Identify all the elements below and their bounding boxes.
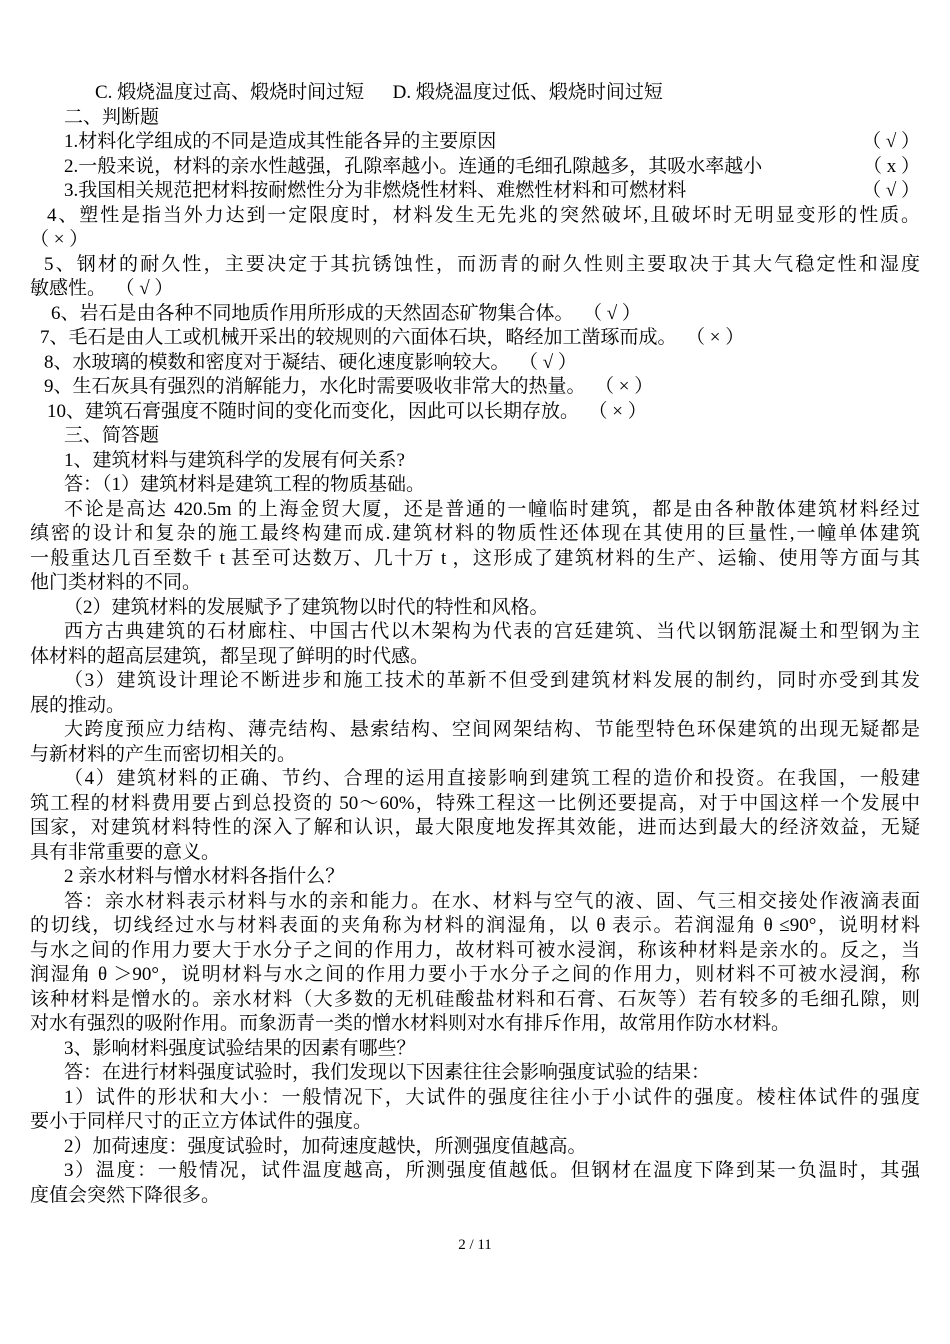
qa-answer-line: 的切线，切线经过水与材料表面的夹角称为材料的润湿角，以 θ 表示。若润湿角 θ ≤90°，说明材料 <box>30 915 920 936</box>
qa-answer-line: 3）温度：一般情况，试件温度越高，所测强度值越低。但钢材在温度下降到某一负温时，其强 <box>64 1160 920 1181</box>
question-text: 2.一般来说，材料的亲水性越强，孔隙率越小。连通的毛细孔隙越多，其吸水率越小 <box>64 155 763 177</box>
qa-answer-line: 西方古典建筑的石材廊柱、中国古代以木架构为代表的宫廷建筑、当代以钢筋混凝土和型钢为主 <box>64 621 920 642</box>
qa-answer-line: 展的推动。 <box>30 694 126 716</box>
qa-answer-line: 答：在进行材料强度试验时，我们发现以下因素往往会影响强度试验的结果： <box>64 1062 711 1083</box>
qa-answer-line: （2）建筑材料的发展赋予了建筑物以时代的特性和风格。 <box>64 596 549 618</box>
tf-question-5-continuation: 敏感性。 （ √ ） <box>30 278 174 299</box>
qa-answer-line: 缜密的设计和复杂的施工最终构建而成.建筑材料的物质性还体现在其使用的巨量性,一幢单体建筑 <box>30 523 920 544</box>
document-body <box>30 81 920 1208</box>
qa-answer-line: （3）建筑设计理论不断进步和施工技术的革新不但受到建筑材料发展的制约，同时亦受到其发 <box>64 670 920 691</box>
section-heading-judgment: 二、判断题 <box>64 106 160 128</box>
tf-question-5: 5、钢材的耐久性，主要决定于其抗锈蚀性，而沥青的耐久性则主要取决于其大气稳定性和湿度 <box>44 253 920 275</box>
qa-answer-line: 与水之间的作用力要大于水分子之间的作用力，故材料可被水浸润，称该种材料是亲水的。反之，当 <box>30 939 920 961</box>
tf-question-7: 7、毛石是由人工或机械开采出的较规则的六面体石块，略经加工凿琢而成。 （ × ） <box>40 327 745 348</box>
qa-answer-line: 对水有强烈的吸附作用。而象沥青一类的憎水材料则对水有排斥作用，故常用作防水材料。 <box>30 1013 791 1034</box>
qa-answer-line: （4）建筑材料的正确、节约、合理的运用直接影响到建筑工程的造价和投资。在我国，一般建 <box>64 768 920 789</box>
qa-answer-line: 国家，对建筑材料特性的深入了解和认识，最大限度地发挥其效能，进而达到最大的经济效益，无疑 <box>30 817 920 838</box>
qa-question-1: 1、建筑材料与建筑科学的发展有何关系? <box>64 449 405 471</box>
qa-answer-line: 一般重达几百至数千 t 甚至可达数万、几十万 t ，这形成了建筑材料的生产、运输、使用等方面与其 <box>30 547 920 569</box>
qa-answer-line: 体材料的超高层建筑，都呈现了鲜明的时代感。 <box>30 645 430 667</box>
tf-question-1 <box>30 130 920 155</box>
qa-answer-line: 筑工程的材料费用要占到总投资的 50～60%，特殊工程这一比例还要提高，对于中国这样一个发展中 <box>30 792 920 814</box>
qa-answer-line: 不论是高达 420.5m 的上海金贸大厦，还是普通的一幢临时建筑，都是由各种散体建筑材料经过 <box>64 498 920 520</box>
qa-answer-line: 2）加荷速度：强度试验时，加荷速度越快，所测强度值越高。 <box>64 1135 587 1157</box>
qa-answer-line: 大跨度预应力结构、薄壳结构、悬索结构、空间网架结构、节能型特色环保建筑的出现无疑都是 <box>64 719 920 740</box>
qa-answer-line: 与新材料的产生而密切相关的。 <box>30 743 297 765</box>
qa-answer-line: 答：（1）建筑材料是建筑工程的物质基础。 <box>64 474 426 495</box>
qa-answer-line: 1）试件的形状和大小：一般情况下，大试件的强度往往小于小试件的强度。棱柱体试件的强度 <box>64 1086 920 1108</box>
qa-question-3: 3、影响材料强度试验结果的因素有哪些？ <box>64 1037 416 1059</box>
qa-answer-line: 具有非常重要的意义。 <box>30 841 221 863</box>
qa-answer-line: 他门类材料的不同。 <box>30 572 202 593</box>
question-text: 1.材料化学组成的不同是造成其性能各异的主要原因 <box>64 131 497 152</box>
section-heading-short-answer: 三、简答题 <box>64 425 160 446</box>
answer-mark: （ √ ） <box>862 131 920 152</box>
tf-question-2 <box>30 155 920 180</box>
tf-answer-mark-4: （ × ） <box>30 229 89 250</box>
qa-answer-line: 答：亲水材料表示材料与水的亲和能力。在水、材料与空气的液、固、气三相交接处作液滴表面 <box>64 890 920 912</box>
tf-question-9: 9、生石灰具有强烈的消解能力，水化时需要吸收非常大的热量。 （ × ） <box>44 376 654 397</box>
qa-answer-line: 要小于同样尺寸的正立方体试件的强度。 <box>30 1111 373 1132</box>
qa-answer-line: 润湿角 θ ＞90°，说明材料与水之间的作用力要小于水分子之间的作用力，则材料不可被水浸润，称 <box>30 964 920 985</box>
question-text: 3.我国相关规范把材料按耐燃性分为非燃烧性材料、难燃性材料和可燃材料 <box>64 180 687 201</box>
qa-answer-line: 该种材料是憎水的。亲水材料（大多数的无机硅酸盐材料和石膏、石灰等）若有较多的毛细孔隙，则 <box>30 988 920 1010</box>
tf-question-4: 4、塑性是指当外力达到一定限度时，材料发生无先兆的突然破坏,且破坏时无明显变形的性质。 <box>47 204 920 226</box>
tf-question-10: 10、建筑石膏强度不随时间的变化而变化，因此可以长期存放。 （ × ） <box>47 400 647 422</box>
page-number: 2 / 11 <box>458 1237 492 1253</box>
tf-question-6: 6、岩石是由各种不同地质作用所形成的天然固态矿物集合体。 （ √ ） <box>51 302 641 324</box>
tf-question-3 <box>30 179 920 204</box>
qa-question-2: 2 亲水材料与憎水材料各指什么？ <box>64 866 345 887</box>
qa-answer-line: 度值会突然下降很多。 <box>30 1184 221 1206</box>
tf-question-8: 8、水玻璃的模数和密度对于凝结、硬化速度影响较大。 （ √ ） <box>44 351 577 373</box>
answer-mark: （ x ） <box>862 155 920 177</box>
option-line: C. 煅烧温度过高、煅烧时间过短 D. 煅烧温度过低、煅烧时间过短 <box>95 82 663 103</box>
answer-mark: （ √ ） <box>862 180 920 201</box>
